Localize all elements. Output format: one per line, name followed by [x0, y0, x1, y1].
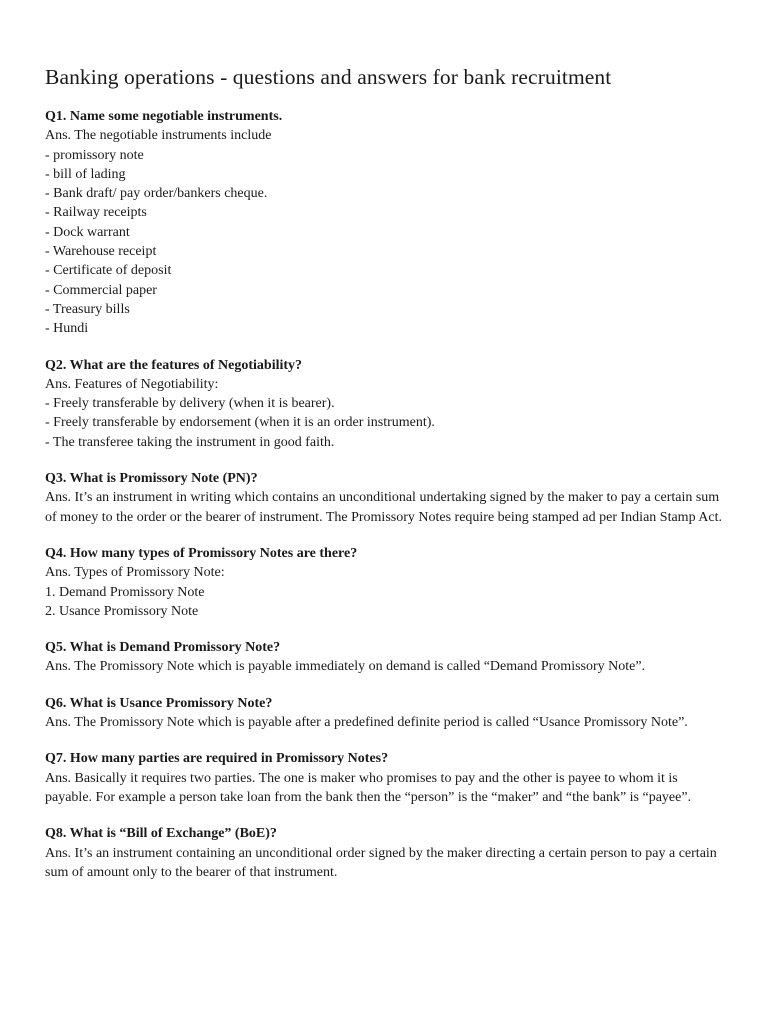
question-5: Q5. What is Demand Promissory Note? [45, 640, 281, 656]
list-item: - Dock warrant [45, 224, 130, 240]
qa-block-1 [45, 107, 725, 339]
question-8: Q8. What is “Bill of Exchange” (BoE)? [45, 826, 277, 842]
list-item: - Railway receipts [45, 205, 147, 221]
list-item: - Freely transferable by delivery (when it is bearer). [45, 396, 335, 412]
list-item: - Treasury bills [45, 301, 130, 317]
question-6: Q6. What is Usance Promissory Note? [45, 695, 273, 711]
list-item: - Warehouse receipt [45, 244, 157, 260]
list-item: - bill of lading [45, 166, 126, 182]
list-item: 1. Demand Promissory Note [45, 584, 205, 600]
list-item: - Freely transferable by endorsement (when it is an order instrument). [45, 415, 435, 431]
answer-8: Ans. It’s an instrument containing an unconditional order signed by the maker directing a certain person to pay a certain sum of amount only to the bearer of that instrument. [45, 845, 717, 880]
list-item: - Bank draft/ pay order/bankers cheque. [45, 186, 268, 202]
list-item: - Hundi [45, 321, 89, 337]
answer-6: Ans. The Promissory Note which is payable after a predefined definite period is called “Usance Promissory Note”. [45, 715, 688, 731]
document-page [45, 62, 725, 899]
qa-block-3 [45, 469, 725, 527]
list-item: - Commercial paper [45, 282, 157, 298]
answer-2: Ans. Features of Negotiability: [45, 376, 219, 392]
list-item: - The transferee taking the instrument in good faith. [45, 434, 335, 450]
answer-4: Ans. Types of Promissory Note: [45, 565, 225, 581]
list-item: - Certificate of deposit [45, 263, 172, 279]
answer-7: Ans. Basically it requires two parties. The one is maker who promises to pay and the other is payee to whom it is payable. For example a person take loan from the bank then the “person” is the “maker” and “the bank” is “payee”. [45, 770, 692, 805]
list-item: - promissory note [45, 147, 144, 163]
document-title: Banking operations - questions and answers for bank recruitment [45, 65, 612, 89]
qa-block-2 [45, 356, 725, 452]
question-1: Q1. Name some negotiable instruments. [45, 109, 283, 124]
answer-3: Ans. It’s an instrument in writing which contains an unconditional undertaking signed by the maker to pay a certain sum of money to the order or the bearer of instrument. The Promissory Notes require being stamped ad per Indian Stamp Act. [45, 490, 723, 525]
question-2: Q2. What are the features of Negotiability? [45, 357, 303, 373]
qa-block-8 [45, 824, 725, 882]
answer-1: Ans. The negotiable instruments include [45, 128, 272, 144]
question-3: Q3. What is Promissory Note (PN)? [45, 471, 258, 487]
question-4: Q4. How many types of Promissory Notes are there? [45, 545, 358, 561]
question-7: Q7. How many parties are required in Promissory Notes? [45, 751, 389, 767]
list-item: 2. Usance Promissory Note [45, 603, 199, 619]
qa-block-4 [45, 544, 725, 621]
answer-5: Ans. The Promissory Note which is payable immediately on demand is called “Demand Promissory Note”. [45, 659, 646, 675]
qa-block-6 [45, 694, 725, 733]
qa-block-7 [45, 749, 725, 807]
qa-block-5 [45, 638, 725, 677]
